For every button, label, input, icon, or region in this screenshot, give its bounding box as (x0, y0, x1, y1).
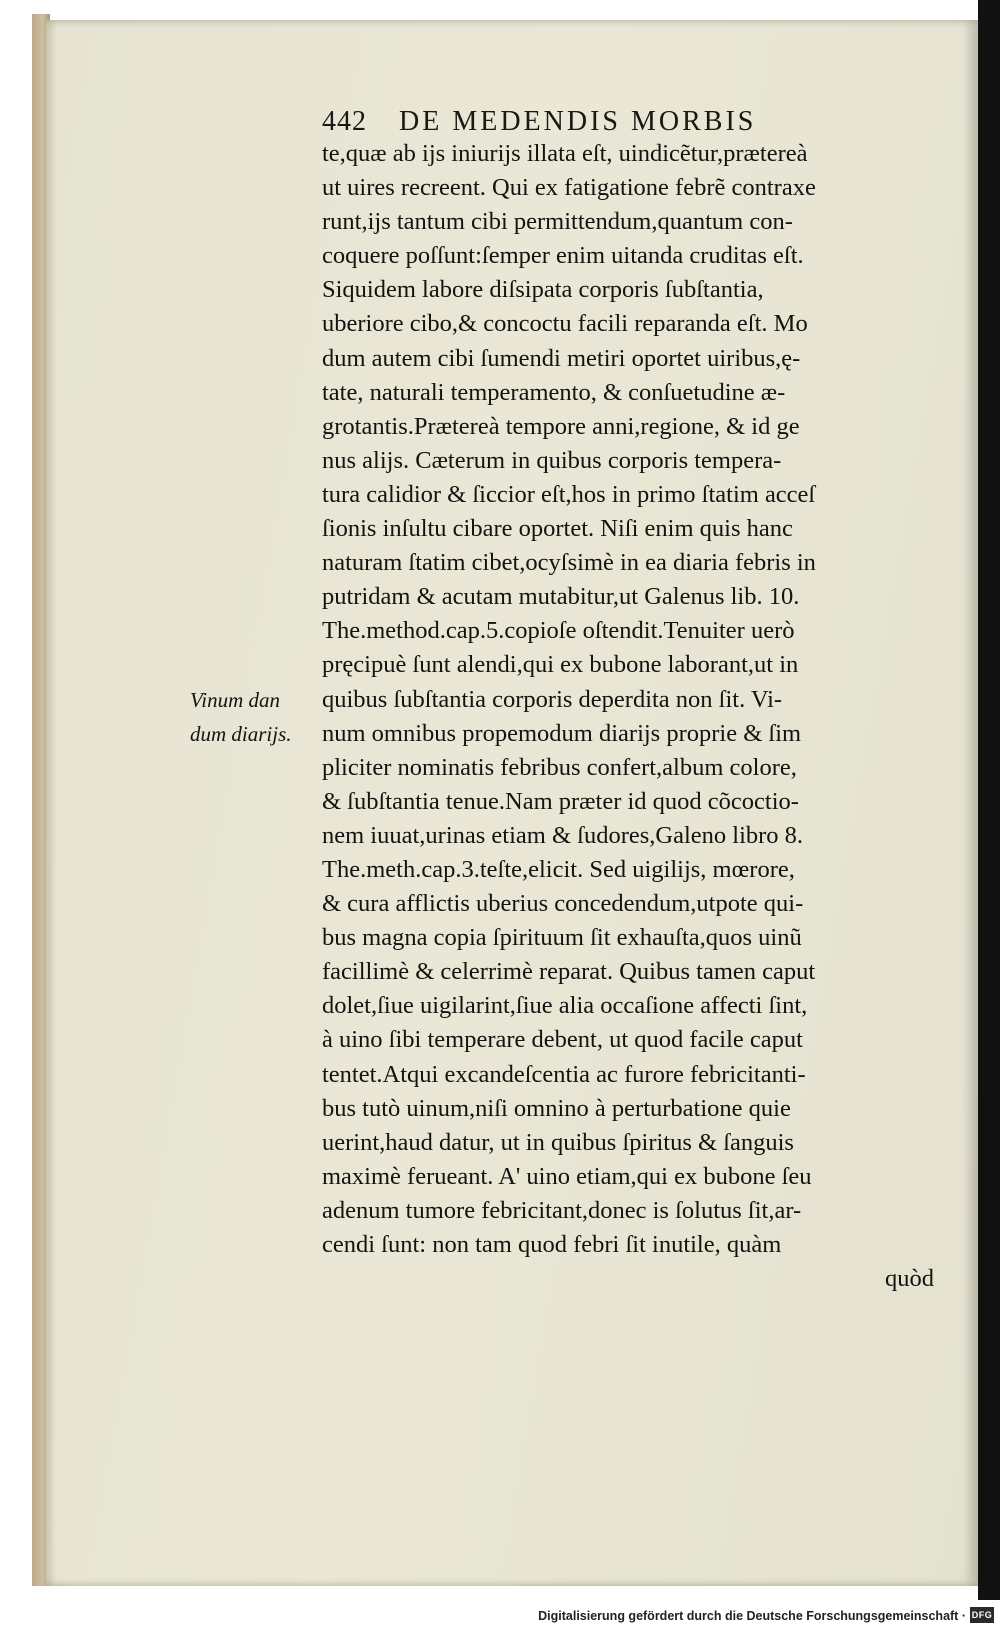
page-number: 442 (322, 106, 367, 137)
text-line: ſionis inſultu cibare oportet. Niſi enim quis hanc (322, 515, 793, 543)
text-line: naturam ſtatim cibet,ocyſsimè in ea diaria febris in (322, 549, 816, 577)
footer-bar (0, 1600, 1000, 1627)
text-line: facillimè & celerrimè reparat. Quibus tamen caput (322, 958, 816, 986)
running-title: DE MEDENDIS MORBIS (399, 106, 757, 137)
text-line: bus magna copia ſpirituum ſit exhauſta,quos uinũ (322, 924, 802, 952)
text-line: bus tutò uinum,niſi omnino à perturbatione quie (322, 1094, 791, 1122)
running-head (322, 106, 882, 140)
text-line: & ſubſtantia tenue.Nam præter id quod cõcoctio- (322, 787, 799, 815)
funding-credit: Digitalisierung gefördert durch die Deutsche Forschungsgemeinschaft · (538, 1609, 966, 1623)
text-line: tentet.Atqui excandeſcentia ac furore febricitanti- (322, 1060, 806, 1088)
margin-note-line: dum diarijs. (190, 722, 292, 746)
text-line: The.meth.cap.3.teſte,elicit. Sed uigilijs, mœrore, (322, 855, 795, 883)
text-line: cendi ſunt: non tam quod febri ſit inutile, quàm (322, 1231, 782, 1258)
text-line: The.method.cap.5.copioſe oſtendit.Tenuiter uerò (322, 617, 795, 645)
text-line: quibus ſubſtantia corporis deperdita non ſit. Vi- (322, 685, 783, 713)
text-line: runt,ijs tantum cibi permittendum,quantum con- (322, 208, 793, 236)
text-line: Siquidem labore diſsipata corporis ſubſtantia, (322, 276, 764, 304)
body-text (322, 137, 942, 1296)
margin-note-line: Vinum dan (190, 688, 281, 712)
text-line: dolet,ſiue uigilarint,ſiue alia occaſione affecti ſint, (322, 992, 808, 1020)
dfg-logo-icon: DFG (970, 1607, 994, 1623)
text-line: maximè ferueant. A' uino etiam,qui ex bubone ſeu (322, 1162, 812, 1190)
catchword: quòd (885, 1265, 934, 1293)
text-line: num omnibus propemodum diarijs proprie & ſim (322, 719, 802, 747)
text-line: tura calidior & ſiccior eſt,hos in primo ſtatim acceſ (322, 480, 816, 508)
text-line: dum autem cibi ſumendi metiri oportet uiribus,ę- (322, 344, 801, 372)
book-edge-right (978, 0, 1000, 1600)
text-line: ut uires recreent. Qui ex fatigatione febrẽ contraxe (322, 174, 816, 202)
text-line: à uino ſibi temperare debent, ut quod facile caput (322, 1026, 803, 1054)
text-line: nus alijs. Cæterum in quibus corporis tempera- (322, 446, 782, 474)
text-line: uberiore cibo,& concoctu facili reparanda eſt. Mo (322, 310, 808, 338)
text-line: te,quæ ab ijs iniurijs illata eſt, uindicẽtur,prætereà (322, 140, 808, 167)
text-line: pliciter nominatis febribus confert,album colore, (322, 753, 797, 781)
text-line: pręcipuè ſunt alendi,qui ex bubone laborant,ut in (322, 651, 799, 679)
text-line: & cura afflictis uberius concedendum,utpote qui- (322, 890, 804, 918)
text-line: grotantis.Prætereà tempore anni,regione, & id ge (322, 412, 800, 440)
text-line: tate, naturali temperamento, & conſuetudine æ- (322, 378, 786, 406)
text-line: coquere poſſunt:ſemper enim uitanda cruditas eſt. (322, 242, 804, 270)
text-line: putridam & acutam mutabitur,ut Galenus lib. 10. (322, 583, 800, 611)
text-line: uerint,haud datur, ut in quibus ſpiritus & ſanguis (322, 1128, 794, 1156)
margin-note (190, 683, 320, 751)
text-line: nem iuuat,urinas etiam & ſudores,Galeno libro 8. (322, 821, 804, 849)
text-line: adenum tumore febricitant,donec is ſolutus ſit,ar- (322, 1196, 802, 1224)
